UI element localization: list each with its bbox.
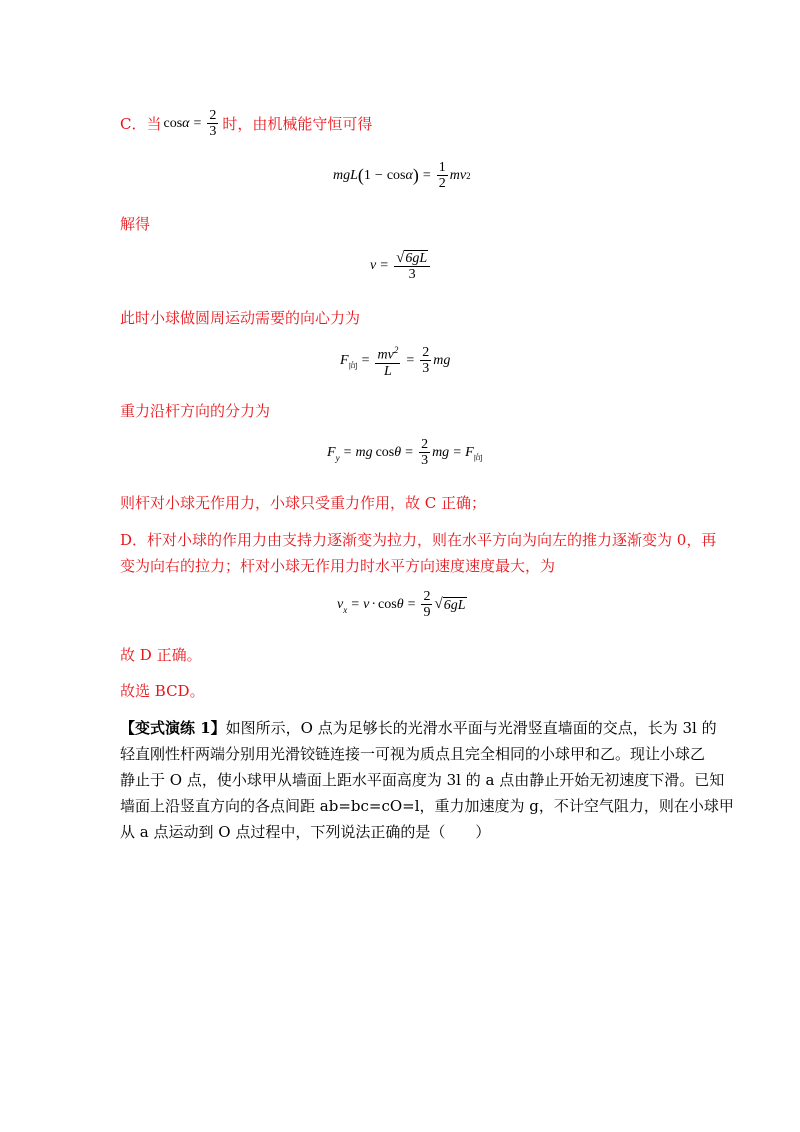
eq5-equals-1: = [351, 596, 360, 612]
equals-sign: = [193, 115, 202, 131]
option-d-line-1: D．杆对小球的作用力由支持力逐渐变为拉力，则在水平方向为向左的推力逐渐变为 0，再 [120, 531, 717, 549]
solve-label: 解得 [120, 215, 151, 233]
fraction-two-thirds [207, 108, 218, 139]
fraction-numerator: 2 [209, 108, 217, 123]
eq5-dot: · [371, 596, 377, 612]
eq3-mv: mv [377, 347, 394, 363]
eq4-numerator: 2 [421, 437, 429, 452]
option-c-suffix: 时，由机械能守恒可得 [222, 114, 373, 133]
option-d-line-2: 变为向右的拉力；杆对小球无作用力时水平方向速度速度最大，为 [120, 557, 556, 575]
option-c-intro [120, 108, 372, 139]
eq5-denominator: 9 [423, 605, 431, 620]
eq2-v: v [370, 258, 377, 273]
exercise-line-5: 从 a 点运动到 O 点过程中，下列说法正确的是（ ） [120, 823, 491, 841]
eq1-numerator: 1 [438, 160, 446, 175]
cos-condition [163, 108, 220, 139]
eq4-mg: mg [355, 444, 373, 460]
final-answer: 故选 BCD。 [120, 682, 205, 700]
exercise-line-1 [120, 718, 717, 738]
exercise-line-2: 轻直刚性杆两端分别用光滑铰链连接一可视为质点且完全相同的小球甲和乙。现让小球乙 [120, 745, 706, 763]
eq1-exponent: 2 [466, 170, 471, 181]
eq3-fraction-1 [375, 343, 400, 379]
eq3-equals-1: = [361, 352, 370, 368]
eq4-cos: cos [375, 444, 395, 460]
eq3-subscript: 向 [348, 361, 358, 372]
eq3-denominator-1: L [384, 363, 392, 379]
sqrt-symbol: √ [396, 250, 405, 266]
eq3-exponent: 2 [393, 345, 399, 355]
alpha-symbol: α [182, 115, 190, 131]
eq2-denominator: 3 [408, 267, 416, 282]
fraction-denominator: 3 [209, 124, 217, 139]
option-c-prefix: C．当 [120, 114, 162, 133]
eq4-mg-2: mg [432, 444, 450, 460]
exercise-label: 【变式演练 1】 [120, 719, 226, 737]
eq2-equals: = [380, 258, 389, 273]
eq2-radicand: 6gL [405, 251, 428, 266]
max-velocity-equation [337, 589, 467, 620]
eq5-fraction [421, 589, 432, 620]
eq1-m: m [449, 167, 460, 183]
eq1-v: v [459, 167, 467, 183]
eq4-equals-3: = [453, 444, 462, 460]
eq3-denominator-2: 3 [422, 361, 430, 377]
eq3-numerator-1 [375, 343, 400, 364]
sqrt-symbol: √ [434, 596, 443, 612]
velocity-equation [370, 250, 432, 282]
cos-text: cos [163, 115, 183, 131]
eq3-fraction-2 [420, 345, 431, 376]
eq5-equals-2: = [407, 596, 416, 612]
eq3-numerator-2: 2 [422, 345, 430, 361]
exercise-text-1: 如图所示，O 点为足够长的光滑水平面与光滑竖直墙面的交点，长为 3l 的 [225, 719, 717, 737]
eq1-equals: = [422, 167, 431, 183]
eq1-lhs: mgL [333, 167, 358, 183]
gravity-component-equation [327, 437, 483, 468]
eq1-fraction [437, 160, 448, 191]
eq5-numerator: 2 [423, 589, 431, 604]
centripetal-label: 此时小球做圆周运动需要的向心力为 [120, 309, 361, 327]
eq3-F: F [340, 352, 349, 368]
eq4-F: F [327, 444, 336, 460]
exercise-line-3: 静止于 O 点，使小球甲从墙面上距水平面高度为 3l 的 a 点由静止开始无初速度下滑。已知 [120, 771, 725, 789]
eq5-subscript: x [343, 604, 348, 615]
eq1-minus: − [374, 167, 383, 183]
eq1-paren-close: ) [412, 165, 419, 185]
gravity-component-label: 重力沿杆方向的分力为 [120, 402, 271, 420]
eq2-sqrt [394, 250, 430, 267]
eq1-paren-open: ( [357, 165, 364, 185]
eq4-denominator: 3 [421, 453, 429, 468]
eq4-subscript: y [335, 452, 340, 463]
eq4-equals-1: = [343, 444, 352, 460]
eq4-subscript-2: 向 [473, 453, 483, 463]
eq3-equals-2: = [406, 352, 415, 368]
conclusion-c: 则杆对小球无作用力，小球只受重力作用，故 C 正确； [120, 494, 487, 512]
eq4-fraction [419, 437, 430, 468]
eq5-sqrt [434, 596, 466, 613]
eq4-F-2: F [465, 444, 474, 460]
eq5-cos: cos [378, 596, 397, 612]
energy-conservation-equation [333, 160, 471, 191]
conclusion-d: 故 D 正确。 [120, 646, 202, 664]
eq1-alpha: α [405, 167, 413, 183]
eq2-fraction [394, 250, 430, 282]
eq1-cos: cos [386, 167, 406, 183]
exercise-line-4: 墙面上沿竖直方向的各点间距 ab=bc=cO=l，重力加速度为 g，不计空气阻力，则在小球甲 [120, 797, 734, 815]
eq5-v: v [337, 596, 344, 612]
eq1-denominator: 2 [438, 176, 446, 191]
eq4-theta: θ [394, 444, 402, 460]
eq5-radicand: 6gL [443, 598, 466, 613]
eq5-v-2: v [363, 596, 370, 612]
eq5-theta: θ [396, 596, 404, 612]
eq4-equals-2: = [405, 444, 414, 460]
eq1-one: 1 [363, 167, 371, 183]
eq3-mg: mg [433, 352, 451, 368]
centripetal-force-equation [340, 343, 450, 379]
